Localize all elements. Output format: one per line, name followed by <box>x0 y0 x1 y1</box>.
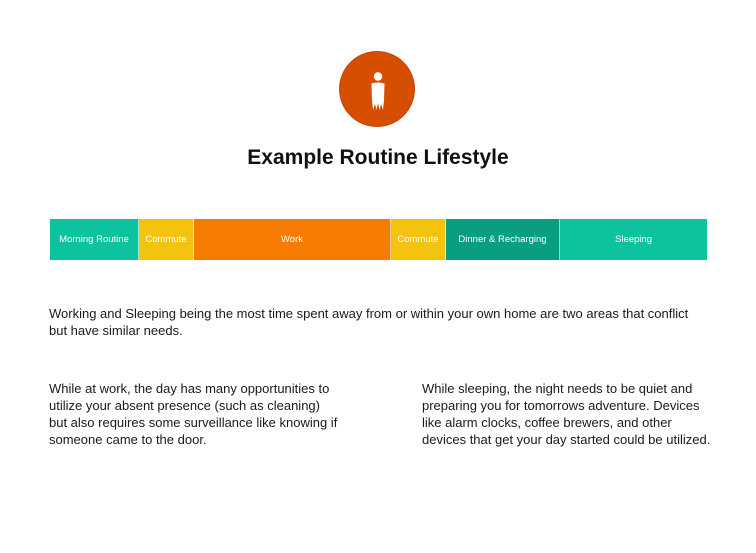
segment-label: Dinner & Recharging <box>458 234 547 245</box>
routine-timeline <box>50 219 707 260</box>
segment-label: Sleeping <box>615 234 652 245</box>
segment-commute-evening <box>391 219 446 260</box>
intro-paragraph: Working and Sleeping being the most time spent away from or within your own home are two areas that conflict but have similar needs. <box>49 306 689 338</box>
segment-label: Work <box>281 234 303 245</box>
work-paragraph: While at work, the day has many opportunities to utilize your absent presence (such as cleaning) but also requires some surveillance like knowing if someone came to the door. <box>49 381 338 447</box>
segment-commute-morning <box>139 219 194 260</box>
segment-sleeping <box>560 219 707 260</box>
avatar <box>340 52 414 126</box>
segment-work <box>194 219 391 260</box>
sleep-paragraph: While sleeping, the night needs to be quiet and preparing you for tomorrows adventure. Devices like alarm clocks, coffee brewers, and other devices that get your day started could be utilized. <box>422 381 711 447</box>
segment-label: Commute <box>145 234 187 245</box>
segment-dinner-recharging <box>446 219 560 260</box>
person-icon <box>340 52 414 126</box>
segment-morning-routine <box>50 219 139 260</box>
segment-label: Commute <box>397 234 439 245</box>
segment-label: Morning Routine <box>59 234 129 245</box>
page-title: Example Routine Lifestyle <box>247 146 509 169</box>
